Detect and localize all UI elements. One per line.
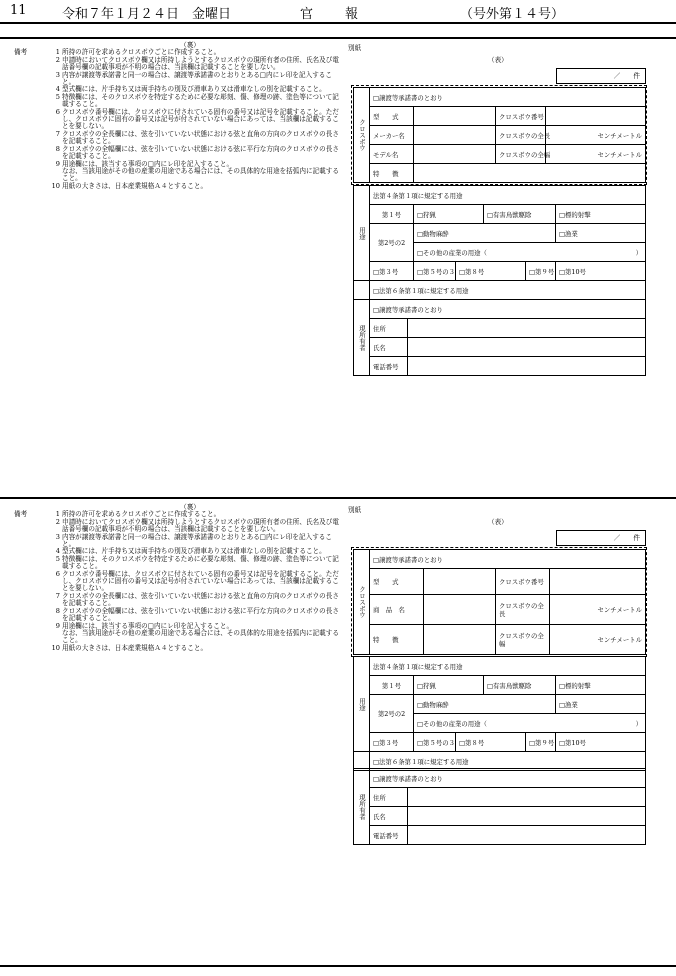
phone-field[interactable]	[408, 826, 646, 845]
product-name-field[interactable]	[424, 595, 496, 625]
usage-section-label: 用途	[354, 186, 370, 281]
other-industry-checkbox[interactable]: □その他の産業の用途（	[417, 248, 487, 257]
item2-2-label: 第2号の2	[370, 224, 414, 262]
animal-anesthesia-checkbox[interactable]: □動物麻酔	[414, 695, 556, 714]
note-text: 特徴欄には、そのクロスボウを特定するために必要な彫刻、傷、修理の跡、塗色等について記載すること。	[62, 554, 339, 571]
issue-number: （号外第１４号）	[460, 7, 565, 22]
width-field[interactable]: センチメートル	[546, 145, 646, 164]
address-field[interactable]	[408, 788, 646, 807]
transfer-consent-checkbox[interactable]: □譲渡等承諾書のとおり	[370, 550, 646, 569]
target-shooting-checkbox[interactable]: □標的射撃	[556, 205, 646, 224]
note-text: クロスボウ番号欄には、クロスボウに付されている固有の番号又は記号を記載すること。ただし、クロスボウに固有の番号又は記号が付されていない場合にあっては、当該欄は記載することを要しない。	[62, 569, 339, 593]
note-text: 所持の許可を求めるクロスボウごとに作成すること。	[62, 48, 221, 57]
model-type-field[interactable]	[414, 107, 496, 126]
note-text: 所持の許可を求めるクロスボウごとに作成すること。	[62, 510, 221, 519]
animal-anesthesia-checkbox[interactable]: □動物麻酔	[414, 224, 556, 243]
width-label: クロスボウの全幅	[496, 145, 546, 164]
owner-section-label: 現所有者	[354, 300, 370, 376]
transfer-consent-checkbox[interactable]: □譲渡等承諾書のとおり	[370, 88, 646, 107]
name-field[interactable]	[408, 338, 646, 357]
note-text: 用途欄には、該当する事項の□内にレ印を記入すること。	[62, 621, 234, 630]
item9-checkbox[interactable]: □第９号	[526, 262, 556, 281]
item5-3-checkbox[interactable]: □第５号の３	[414, 262, 456, 281]
name-label: 氏名	[370, 807, 408, 826]
form-half-1	[0, 42, 676, 492]
model-type-label: 型 式	[370, 107, 414, 126]
model-name-label: モデル名	[370, 145, 414, 164]
notes-label: 備考	[14, 510, 28, 519]
page-header	[0, 0, 676, 28]
note-text: 型式欄には、片手持ち又は両手持ちの別及び滑車あり又は滑車なしの別を記載すること。	[62, 547, 326, 556]
header-rule	[0, 22, 676, 24]
fishery-checkbox[interactable]: □漁業	[556, 224, 646, 243]
phone-label: 電話番号	[370, 826, 408, 845]
note-text: なお、当該用途がその他の産業の用途である場合には、その具体的な用途を括弧内に記載すること。	[62, 166, 339, 183]
note-text: クロスボウの全幅欄には、弦を引いていない状態における弦に平行な方向のクロスボウの長さを記載すること。	[62, 606, 339, 623]
feature-field[interactable]	[424, 625, 496, 655]
note-text: 特徴欄には、そのクロスボウを特定するために必要な彫刻、傷、修理の跡、塗色等について記載すること。	[62, 92, 339, 109]
count-box[interactable]: ／ 件	[556, 68, 646, 84]
maker-field[interactable]	[414, 126, 496, 145]
top-rule	[0, 37, 676, 39]
maker-label: メーカー名	[370, 126, 414, 145]
model-name-field[interactable]	[414, 145, 496, 164]
crossbow-table	[353, 549, 646, 655]
crossbow-number-field[interactable]	[550, 569, 646, 595]
pest-control-checkbox[interactable]: □有害鳥獣駆除	[484, 676, 556, 695]
bottom-rule	[0, 965, 676, 967]
owner-consent-checkbox[interactable]: □譲渡等承諾書のとおり	[370, 769, 646, 788]
usage-section-label: 用途	[354, 657, 370, 752]
crossbow-number-label: クロスボウ番号	[496, 107, 546, 126]
note-text: 内容が譲渡等承諾書と同一の場合は、譲渡等承諾書のとおりとある□内にレ印を記入すること。	[62, 532, 332, 549]
item8-checkbox[interactable]: □第８号	[456, 262, 526, 281]
model-type-field[interactable]	[424, 569, 496, 595]
front-label: （表）	[488, 518, 508, 526]
note-text: 用紙の大きさは、日本産業規格Ａ４とすること。	[62, 181, 208, 190]
item3-checkbox[interactable]: □第３号	[370, 733, 414, 752]
usage-table	[353, 185, 646, 300]
model-type-label: 型 式	[370, 569, 424, 595]
item5-3-checkbox[interactable]: □第５号の３	[414, 733, 456, 752]
feature-label: 特 徴	[370, 164, 414, 183]
notes-title: （裏）	[180, 41, 200, 49]
note-text: なお、当該用途がその他の産業の用途である場合には、その具体的な用途を括弧内に記載すること。	[62, 628, 339, 645]
item1-label: 第１号	[370, 205, 414, 224]
item8-checkbox[interactable]: □第８号	[456, 733, 526, 752]
law4-label: 法第４条第１項に規定する用途	[370, 657, 646, 676]
owner-consent-checkbox[interactable]: □譲渡等承諾書のとおり	[370, 300, 646, 319]
hunting-checkbox[interactable]: □狩猟	[414, 205, 484, 224]
owner-section-label: 現所有者	[354, 769, 370, 845]
phone-field[interactable]	[408, 357, 646, 376]
item2-2-label: 第2号の2	[370, 695, 414, 733]
fishery-checkbox[interactable]: □漁業	[556, 695, 646, 714]
width-label: クロスボウの全 幅	[496, 625, 550, 655]
crossbow-number-field[interactable]	[546, 107, 646, 126]
other-close-paren: ）	[635, 248, 642, 257]
law6-checkbox[interactable]: □法第６条第１項に規定する用途	[370, 281, 646, 300]
pest-control-checkbox[interactable]: □有害鳥獣駆除	[484, 205, 556, 224]
item10-checkbox[interactable]: □第10号	[556, 262, 646, 281]
length-field[interactable]: センチメートル	[546, 126, 646, 145]
note-text: クロスボウの全長欄には、弦を引いていない状態における弦と直角の方向のクロスボウの長さを記載すること。	[62, 129, 339, 146]
notes-label: 備考	[14, 48, 28, 57]
notes-back: （裏） 備考 1 所持の許可を求めるクロスボウごとに作成すること。 2 申請時においてクロスボウ欄又は所持しようとするクロスボウの現所有者の住所、氏名及び電話番号欄の記載事項が不明の場合は、当該欄は記載することを要しない。 3 内容が譲渡等承諾書と同一の場合は、譲渡等承諾書のとおりとある□内にレ印を記入すること。 4 型式欄には、片手持ち又は両手持ちの別及び滑車あり又は滑車なしの別を記載すること。 5 特徴欄には、そのクロスボウを特定するために必要な彫刻、傷、修理の跡、塗色等について記載すること。 6 クロスボウ番号欄には、クロスボウに付されている固有の番号又は記号を記載すること。ただし、クロスボウに固有の番号又は記号が付されていない場合にあっては、当該欄は記載することを要しない。 7 クロスボウの全長欄には、弦を引いていない状態における弦と直角の方向のクロスボウの長さを記載すること。 8 クロスボウの全幅欄には、弦を引いていない状態における弦に平行な方向のクロスボウの長さを記載すること。 9 用途欄には、該当する事項の□内にレ印を記入すること。 なお、当該用途がその他の産業の用途である場合には、その具体的な用途を括弧内に記載すること。 10 用紙の大きさは、日本産業規格Ａ４とすること。	[14, 41, 339, 190]
crossbow-table	[353, 87, 646, 183]
crossbow-section-label: クロスボウ	[354, 550, 370, 655]
length-field[interactable]: センチメートル	[550, 595, 646, 625]
length-label: クロスボウの全長	[496, 126, 546, 145]
law6-checkbox[interactable]: □法第６条第１項に規定する用途	[370, 752, 646, 771]
name-label: 氏名	[370, 338, 408, 357]
crossbow-section-label: クロスボウ	[354, 88, 370, 183]
appendix-label: 別紙	[348, 506, 362, 514]
feature-field[interactable]	[414, 164, 646, 183]
phone-label: 電話番号	[370, 357, 408, 376]
target-shooting-checkbox[interactable]: □標的射撃	[556, 676, 646, 695]
note-text: クロスボウの全幅欄には、弦を引いていない状態における弦に平行な方向のクロスボウの長さを記載すること。	[62, 144, 339, 161]
length-label: クロスボウの全 長	[496, 595, 550, 625]
note-text: 用途欄には、該当する事項の□内にレ印を記入すること。	[62, 159, 234, 168]
other-close-paren: ）	[635, 719, 642, 728]
note-text: 型式欄には、片手持ち又は両手持ちの別及び滑車あり又は滑車なしの別を記載すること。	[62, 85, 326, 94]
law4-label: 法第４条第１項に規定する用途	[370, 186, 646, 205]
count-box[interactable]: ／ 件	[556, 530, 646, 546]
address-field[interactable]	[408, 319, 646, 338]
feature-label: 特 徴	[370, 625, 424, 655]
note-text: クロスボウの全長欄には、弦を引いていない状態における弦と直角の方向のクロスボウの長さを記載すること。	[62, 591, 339, 608]
appendix-label: 別紙	[348, 44, 362, 52]
other-industry-checkbox[interactable]: □その他の産業の用途（	[417, 719, 487, 728]
owner-table	[353, 768, 646, 845]
item3-checkbox[interactable]: □第３号	[370, 262, 414, 281]
note-text: 申請時においてクロスボウ欄又は所持しようとするクロスボウの現所有者の住所、氏名及び電話番号欄の記載事項が不明の場合は、当該欄は記載することを要しない。	[62, 55, 339, 72]
mid-rule	[0, 497, 676, 499]
usage-table	[353, 656, 646, 771]
item9-checkbox[interactable]: □第９号	[526, 733, 556, 752]
width-field[interactable]: センチメートル	[550, 625, 646, 655]
front-label: （表）	[488, 56, 508, 64]
note-text: 申請時においてクロスボウ欄又は所持しようとするクロスボウの現所有者の住所、氏名及び電話番号欄の記載事項が不明の場合は、当該欄は記載することを要しない。	[62, 517, 339, 534]
product-name-label: 商 品 名	[370, 595, 424, 625]
name-field[interactable]	[408, 807, 646, 826]
note-text: 用紙の大きさは、日本産業規格Ａ４とすること。	[62, 643, 208, 652]
publication-title: 官 報	[300, 7, 361, 22]
address-label: 住所	[370, 788, 408, 807]
item10-checkbox[interactable]: □第10号	[556, 733, 646, 752]
page-number: 11	[10, 3, 27, 18]
hunting-checkbox[interactable]: □狩猟	[414, 676, 484, 695]
note-text: クロスボウ番号欄には、クロスボウに付されている固有の番号又は記号を記載すること。ただし、クロスボウに固有の番号又は記号が付されていない場合にあっては、当該欄は記載することを要しない。	[62, 107, 339, 131]
issue-date: 令和７年１月２４日 金曜日	[62, 7, 232, 22]
address-label: 住所	[370, 319, 408, 338]
owner-table	[353, 299, 646, 376]
crossbow-number-label: クロスボウ番号	[496, 569, 550, 595]
item1-label: 第１号	[370, 676, 414, 695]
form-half-2	[0, 504, 676, 954]
notes-back: （裏） 備考 1 所持の許可を求めるクロスボウごとに作成すること。 2 申請時においてクロスボウ欄又は所持しようとするクロスボウの現所有者の住所、氏名及び電話番号欄の記載事項が不明の場合は、当該欄は記載することを要しない。 3 内容が譲渡等承諾書と同一の場合は、譲渡等承諾書のとおりとある□内にレ印を記入すること。 4 型式欄には、片手持ち又は両手持ちの別及び滑車あり又は滑車なしの別を記載すること。 5 特徴欄には、そのクロスボウを特定するために必要な彫刻、傷、修理の跡、塗色等について記載すること。 6 クロスボウ番号欄には、クロスボウに付されている固有の番号又は記号を記載すること。ただし、クロスボウに固有の番号又は記号が付されていない場合にあっては、当該欄は記載することを要しない。 7 クロスボウの全長欄には、弦を引いていない状態における弦と直角の方向のクロスボウの長さを記載すること。 8 クロスボウの全幅欄には、弦を引いていない状態における弦に平行な方向のクロスボウの長さを記載すること。 9 用途欄には、該当する事項の□内にレ印を記入すること。 なお、当該用途がその他の産業の用途である場合には、その具体的な用途を括弧内に記載すること。 10 用紙の大きさは、日本産業規格Ａ４とすること。	[14, 503, 339, 652]
note-text: 内容が譲渡等承諾書と同一の場合は、譲渡等承諾書のとおりとある□内にレ印を記入すること。	[62, 70, 332, 87]
notes-title: （裏）	[180, 503, 200, 511]
